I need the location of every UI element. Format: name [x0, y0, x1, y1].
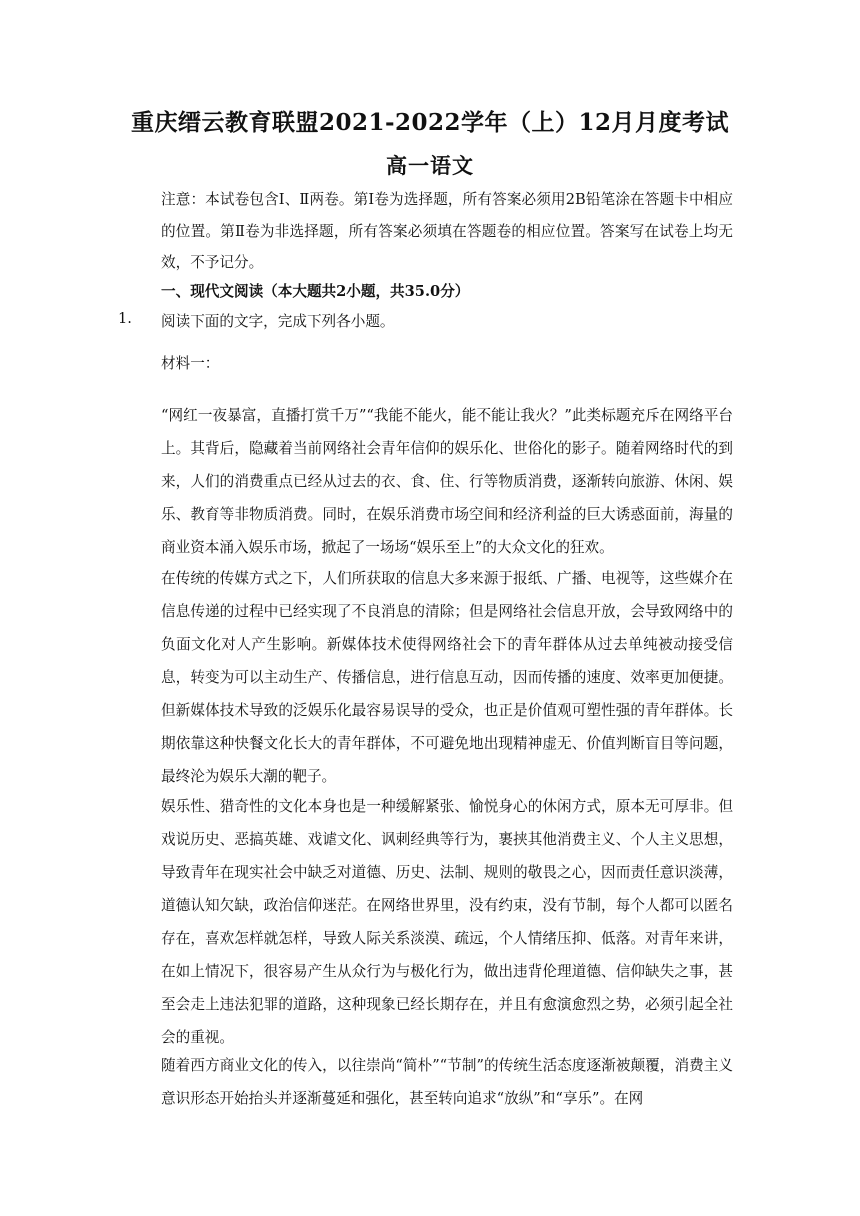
exam-subject: 高一语文	[386, 153, 474, 178]
passage-paragraph-2: 在传统的传媒方式之下，人们所获取的信息大多来源于报纸、广播、电视等，这些媒介在信息传递的过程中已经实现了不良消息的清除；但是网络社会信息开放，会导致网络中的负面文化对人产生影响。新媒体技术使得网络社会下的青年群体从过去单纯被动接受信息，转变为可以主动生产、传播信息，进行信息互动，因而传播的速度、效率更加便捷。但新媒体技术导致的泛娱乐化最容易误导的受众，也正是价值观可塑性强的青年群体。长期依靠这种快餐文化长大的青年群体，不可避免地出现精神虚无、价值判断盲目等问题，最终沦为娱乐大潮的靶子。	[161, 570, 733, 785]
exam-title: 重庆缙云教育联盟2021-2022学年（上）12月月度考试	[130, 109, 730, 136]
passage-paragraph-4: 随着西方商业文化的传入，以往崇尚“简朴”“节制”的传统生活态度逐渐被颠覆，消费主义意识形态开始抬头并逐渐蔓延和强化，甚至转向追求“放纵”和“享乐”。在网	[161, 1057, 733, 1107]
question-number: 1.	[118, 310, 132, 327]
material-label: 材料一：	[161, 355, 220, 372]
passage-paragraph-3: 娱乐性、猎奇性的文化本身也是一种缓解紧张、愉悦身心的休闲方式，原本无可厚非。但戏说历史、恶搞英雄、戏谑文化、讽刺经典等行为，裹挟其他消费主义、个人主义思想，导致青年在现实社会中缺乏对道德、历史、法制、规则的敬畏之心，因而责任意识淡薄，道德认知欠缺，政治信仰迷茫。在网络世界里，没有约束，没有节制，每个人都可以匿名存在，喜欢怎样就怎样，导致人际关系淡漠、疏远，个人情绪压抑、低落。对青年来讲，在如上情况下，很容易产生从众行为与极化行为，做出违背伦理道德、信仰缺失之事，甚至会走上违法犯罪的道路，这种现象已经长期存在，并且有愈演愈烈之势，必须引起全社会的重视。	[161, 798, 733, 1046]
passage-paragraph-1: “网红一夜暴富，直播打赏千万”“我能不能火，能不能让我火？”此类标题充斥在网络平台上。其背后，隐藏着当前网络社会青年信仰的娱乐化、世俗化的影子。随着网络时代的到来，人们的消费重点已经从过去的衣、食、住、行等物质消费，逐渐转向旅游、休闲、娱乐、教育等非物质消费。同时，在娱乐消费市场空间和经济利益的巨大诱惑面前，海量的商业资本涌入娱乐市场，掀起了一场场“娱乐至上”的大众文化的狂欢。	[161, 407, 733, 556]
exam-notice: 注意：本试卷包含Ⅰ、Ⅱ两卷。第Ⅰ卷为选择题，所有答案必须用2B铅笔涂在答题卡中相应的位置。第Ⅱ卷为非选择题，所有答案必须填在答题卷的相应位置。答案写在试卷上均无效，不予记分。	[161, 191, 733, 271]
section-heading: 一、现代文阅读（本大题共2小题，共35.0分）	[161, 283, 470, 300]
question-prompt: 阅读下面的文字，完成下列各小题。	[161, 313, 395, 330]
